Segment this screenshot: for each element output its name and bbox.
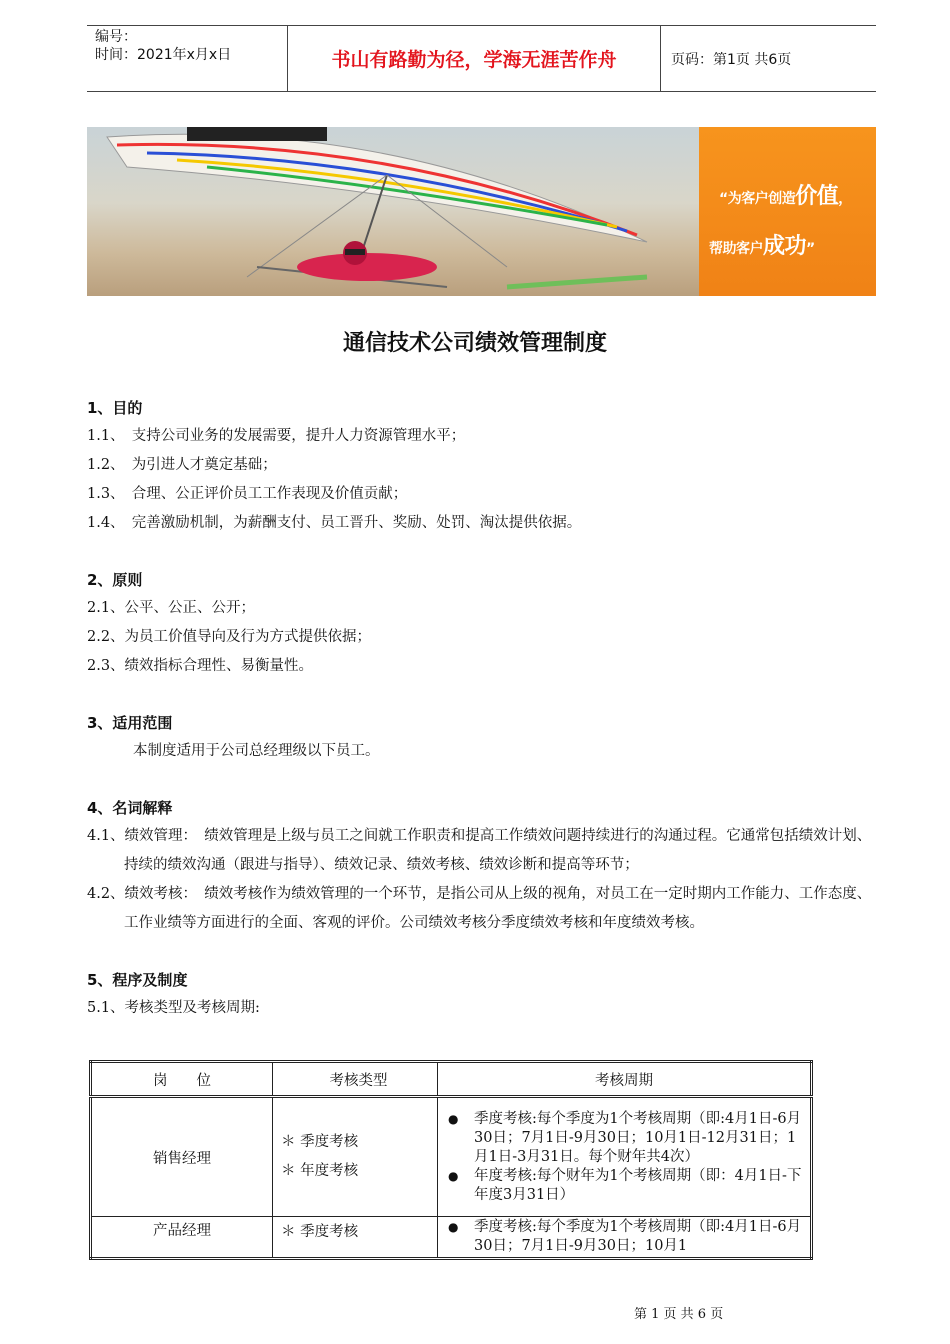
table-cell-types [273, 1217, 438, 1259]
list-item: 1.4、 完善激励机制，为薪酬支付、员工晋升、奖励、处罚、淘汰提供依据。 [87, 515, 582, 531]
bullet-icon: ● [448, 1168, 459, 1183]
section-heading-procedure: 5、程序及制度 [87, 971, 188, 989]
header-page-info: 页码：第1页 共6页 [671, 51, 792, 68]
serial-label: 编号： [95, 29, 137, 45]
table-row [91, 1097, 812, 1217]
section-heading-principles: 2、原则 [87, 571, 143, 589]
type-item: ＊ 季度考核 [281, 1224, 359, 1240]
section-heading-purpose: 1、目的 [87, 399, 143, 417]
type-item: ＊ 季度考核 [281, 1134, 359, 1150]
slogan-line-2: 帮助客户成功” [709, 234, 815, 259]
list-item: 2.1、公平、公正、公开； [87, 600, 256, 616]
definition-item: 4.2、绩效考核： 绩效考核作为绩效管理的一个环节，是指公司从上级的视角，对员工在一定时期内工作能力、工作态度、工作业绩等方面进行的全面、客观的评价。公司绩效考核分季度绩效考核和年度绩效考核。 [87, 886, 872, 931]
list-item: 1.3、 合理、公正评价员工工作表现及价值贡献； [87, 486, 408, 502]
table-header-row [91, 1062, 812, 1097]
header-meta [87, 26, 288, 91]
slogan-panel [699, 127, 876, 296]
header-motto: 书山有路勤为径，学海无涯苦作舟 [288, 26, 661, 91]
document-body [87, 394, 876, 1023]
column-header-cycle: 考核周期 [438, 1062, 812, 1097]
list-item: 2.2、为员工价值导向及行为方式提供依据； [87, 629, 372, 645]
bullet-icon: ● [448, 1111, 459, 1126]
definition-item: 4.1、绩效管理： 绩效管理是上级与员工之间就工作职责和提高工作绩效问题持续进行的沟通过程。它通常包括绩效计划、持续的绩效沟通（跟进与指导）、绩效记录、绩效考核、绩效诊断和提高等环节； [87, 828, 872, 873]
cycle-item: ● 季度考核:每个季度为1个考核周期（即:4月1日-6月30日；7月1日-9月30日；10月1 [442, 1218, 806, 1256]
table-cell-position: 产品经理 [91, 1217, 273, 1259]
slogan-line-1: “为客户创造价值， [719, 184, 852, 209]
table-cell-position: 销售经理 [91, 1097, 273, 1217]
section-heading-definitions: 4、名词解释 [87, 799, 173, 817]
list-item: 1.1、 支持公司业务的发展需要，提升人力资源管理水平； [87, 428, 466, 444]
list-item: 1.2、 为引进人才奠定基础； [87, 457, 277, 473]
time-label: 时间：2021年x月x日 [95, 47, 232, 63]
table-cell-cycles [438, 1097, 812, 1217]
page-footer: 第 1 页 共 6 页 [634, 1307, 724, 1322]
type-item: ＊ 年度考核 [281, 1163, 359, 1179]
table-cell-cycles [438, 1217, 812, 1259]
hang-glider-photo [87, 127, 699, 296]
scope-text: 本制度适用于公司总经理级以下员工。 [133, 743, 380, 759]
hang-glider-illustration [87, 127, 699, 296]
assessment-cycle-table [89, 1060, 813, 1260]
subsection-label: 5.1、考核类型及考核周期: [87, 1000, 260, 1016]
section-heading-scope: 3、适用范围 [87, 714, 173, 732]
document-title: 通信技术公司绩效管理制度 [342, 331, 607, 356]
list-item: 2.3、绩效指标合理性、易衡量性。 [87, 658, 314, 674]
table-row [91, 1217, 812, 1259]
column-header-position: 岗 位 [91, 1062, 273, 1097]
cycle-item: ● 季度考核:每个季度为1个考核周期（即:4月1日-6月30日；7月1日-9月30日；10月1日-12月31日；1月1日-3月31日。每个财年共4次） [442, 1110, 806, 1167]
column-header-type: 考核类型 [273, 1062, 438, 1097]
banner [87, 127, 876, 296]
table-cell-types [273, 1097, 438, 1217]
page-header [87, 25, 876, 92]
bullet-icon: ● [448, 1220, 459, 1234]
cycle-item: ● 年度考核:每个财年为1个考核周期（即：4月1日-下年度3月31日） [442, 1167, 806, 1205]
